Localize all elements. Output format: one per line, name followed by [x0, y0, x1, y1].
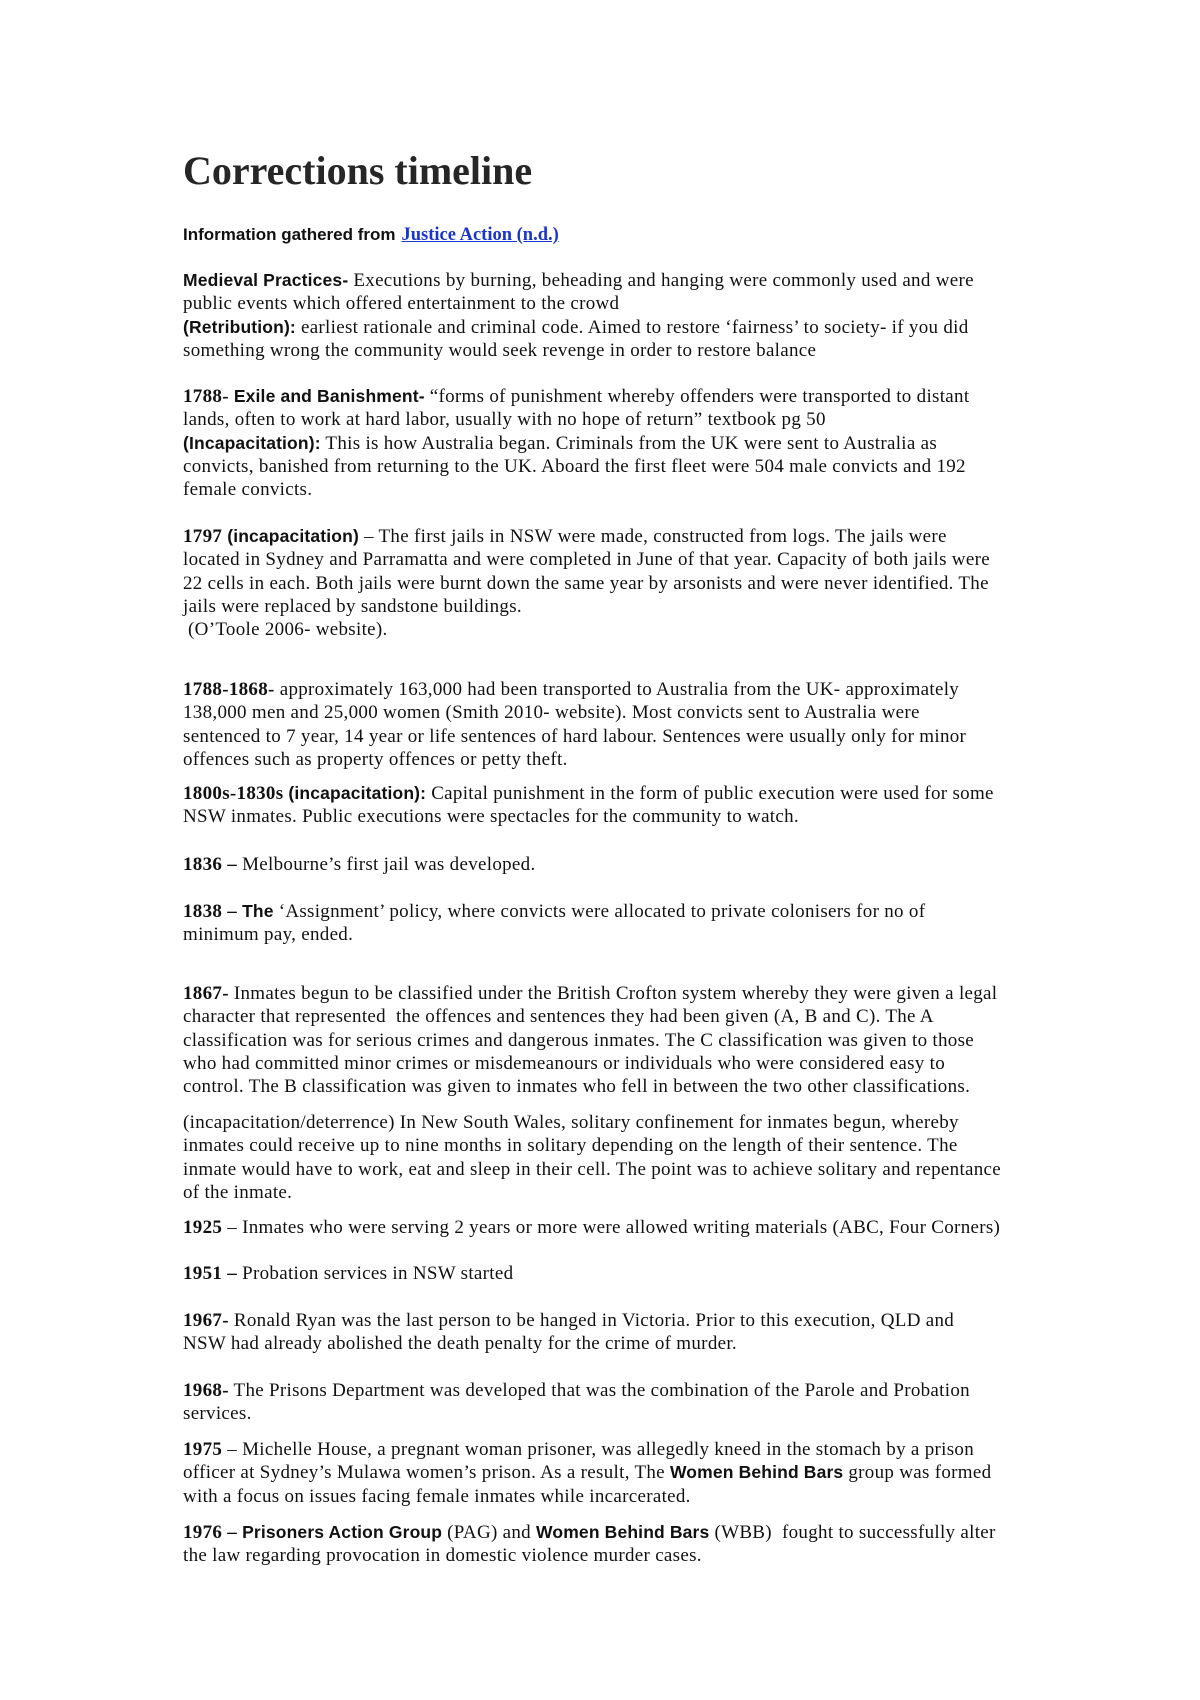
entry-term: Women Behind Bars: [536, 1522, 710, 1542]
text-line: [183, 1181, 1001, 1204]
entry-text: 138,000 men and 25,000 women (Smith 2010- website). Most convicts sent to Australia were: [183, 702, 920, 724]
text-line: [183, 748, 966, 771]
entry-text: inmates could receive up to nine months in solitary depending on the length of their sentence. The: [183, 1135, 958, 1157]
text-line: [183, 1309, 954, 1332]
text-line: [183, 572, 990, 595]
entry-term: (Retribution):: [183, 316, 296, 337]
entry-text: Melbourne’s first jail was developed.: [237, 854, 536, 875]
entry-text: group was formed: [843, 1462, 992, 1484]
text-line: [183, 1075, 997, 1098]
entry-date: 1836 –: [183, 854, 238, 875]
entry-term: (Incapacitation):: [183, 432, 321, 453]
timeline-entry: [183, 1111, 1001, 1204]
entry-term: Medieval Practices-: [183, 270, 349, 290]
text-line: [183, 269, 974, 292]
text-line: [183, 1521, 996, 1544]
entry-text: character that represented the offences and sentences they had been given (A, B and C). The A: [183, 1006, 934, 1028]
entry-term: Prisoners Action Group: [237, 1522, 443, 1542]
text-line: [183, 701, 966, 724]
timeline-entry: [183, 1521, 996, 1568]
entry-text: located in Sydney and Parramatta and were completed in June of that year. Capacity of both jails were: [183, 549, 990, 571]
entry-date: 1925: [183, 1217, 223, 1238]
entry-text: inmate would have to work, eat and sleep in their cell. The point was to achieve solitary and repentance: [183, 1158, 1002, 1180]
text-line: [183, 1332, 954, 1355]
entry-text: minimum pay, ended.: [183, 924, 354, 946]
text-line: [183, 1262, 513, 1285]
entry-text: – Michelle House, a pregnant woman prisoner, was allegedly kneed in the stomach by a prison: [222, 1439, 975, 1460]
entry-text: jails were replaced by sandstone buildings.: [183, 596, 522, 618]
timeline-entry: [183, 269, 974, 362]
entry-text: approximately 163,000 had been transported to Australia from the UK- approximately: [274, 679, 960, 700]
entry-text: of the inmate.: [183, 1182, 293, 1204]
text-line: [183, 982, 997, 1005]
text-line: [183, 455, 969, 478]
entry-text: (PAG) and: [442, 1522, 537, 1543]
timeline-entry: [183, 782, 994, 829]
text-line: [183, 1461, 991, 1484]
entry-date: 1867-: [183, 983, 229, 1004]
text-line: [183, 1485, 991, 1508]
timeline-entry: [183, 385, 969, 502]
text-line: [183, 618, 990, 641]
text-line: [183, 1379, 970, 1402]
entry-text: Capital punishment in the form of public execution were used for some: [426, 783, 994, 804]
entry-term: The: [237, 901, 274, 921]
entry-text: who had committed minor crimes or misdemeanours or individuals who were considered easy to: [183, 1053, 946, 1075]
entry-date: 1967-: [183, 1310, 229, 1331]
text-line: [183, 1029, 997, 1052]
entry-text: offences such as property offences or petty theft.: [183, 749, 568, 771]
timeline-entry: [183, 525, 990, 642]
timeline-entry: [183, 982, 997, 1099]
timeline-entry: [183, 1438, 991, 1508]
entry-text: with a focus on issues facing female inmates while incarcerated.: [183, 1485, 691, 1507]
text-line: [183, 853, 536, 876]
text-line: [183, 900, 925, 923]
entry-text: services.: [183, 1403, 252, 1425]
entry-text: ‘Assignment’ policy, where convicts were allocated to private colonisers for no of: [273, 901, 926, 922]
entry-text: (O’Toole 2006- website).: [183, 619, 388, 641]
entry-text: – Inmates who were serving 2 years or more were allowed writing materials (ABC, Four Corners): [222, 1217, 1001, 1238]
page-title: Corrections timeline: [183, 148, 533, 193]
entry-date: 1788-1868-: [183, 679, 275, 700]
entry-text: the law regarding provocation in domestic violence murder cases.: [183, 1545, 702, 1567]
entry-text: public events which offered entertainment to the crowd: [183, 293, 620, 315]
entry-text: convicts, banished from returning to the UK. Aboard the first fleet were 504 male convicts and 192: [183, 456, 966, 478]
entry-term: (incapacitation): [222, 526, 359, 546]
entry-text: earliest rationale and criminal code. Aimed to restore ‘fairness’ to society- if you did: [295, 316, 969, 338]
timeline-entry: [183, 1379, 970, 1426]
timeline-entry: [183, 678, 966, 771]
entry-text: (incapacitation/deterrence) In New South Wales, solitary confinement for inmates begun, whereby: [183, 1112, 959, 1133]
text-line: [183, 1544, 996, 1567]
text-line: [183, 1111, 1001, 1134]
text-line: [183, 725, 966, 748]
text-line: [183, 385, 969, 408]
entry-text: officer at Sydney’s Mulawa women’s prison. As a result, The: [183, 1462, 670, 1484]
entry-text: “forms of punishment whereby offenders were transported to distant: [424, 386, 970, 407]
text-line: [183, 923, 925, 946]
text-line: [183, 316, 974, 339]
entry-date: 1951 –: [183, 1263, 238, 1284]
source-prefix: Information gathered from: [183, 225, 396, 244]
text-line: [183, 1402, 970, 1425]
text-line: [183, 805, 994, 828]
entry-text: 22 cells in each. Both jails were burnt down the same year by arsonists and were never identified. The: [183, 572, 989, 594]
entry-term: Exile and Banishment-: [228, 386, 425, 406]
entry-date: 1838 –: [183, 901, 238, 922]
text-line: [183, 595, 990, 618]
entry-date: 1800s-1830s: [183, 783, 284, 804]
text-line: [183, 292, 974, 315]
text-line: [183, 1158, 1001, 1181]
text-line: [183, 432, 969, 455]
text-line: [183, 408, 969, 431]
entry-text: female convicts.: [183, 479, 313, 501]
entry-term: Women Behind Bars: [669, 1462, 844, 1483]
entry-text: control. The B classification was given to inmates who fell in between the two other classifications.: [183, 1076, 971, 1098]
text-line: [183, 548, 990, 571]
timeline-entry: [183, 900, 925, 947]
entry-text: (WBB) fought to successfully alter: [709, 1522, 996, 1543]
entry-date: 1788-: [183, 386, 229, 407]
entry-date: 1976 –: [183, 1522, 238, 1543]
source-link[interactable]: Justice Action (n.d.): [401, 225, 559, 245]
source-attribution: [183, 223, 559, 247]
entry-date: 1797: [183, 526, 223, 547]
timeline-entry: [183, 853, 536, 876]
entry-text: Probation services in NSW started: [237, 1263, 514, 1284]
entry-date: 1975: [183, 1439, 223, 1460]
entry-text: NSW inmates. Public executions were spectacles for the community to watch.: [183, 806, 799, 828]
text-line: [183, 1438, 991, 1461]
text-line: [183, 478, 969, 501]
entry-text: something wrong the community would seek revenge in order to restore balance: [183, 340, 817, 362]
text-line: [183, 1052, 997, 1075]
text-line: [183, 1005, 997, 1028]
text-line: [183, 678, 966, 701]
entry-date: 1968-: [183, 1380, 229, 1401]
text-line: [183, 782, 994, 805]
text-line: [183, 1216, 1000, 1239]
entry-text: Executions by burning, beheading and hanging were commonly used and were: [348, 270, 974, 291]
entry-text: sentenced to 7 year, 14 year or life sentences of hard labour. Sentences were usually only for minor: [183, 725, 967, 747]
timeline-entry: [183, 1309, 954, 1356]
entry-text: classification was for serious crimes and dangerous inmates. The C classification was given to those: [183, 1029, 975, 1051]
entry-text: NSW had already abolished the death penalty for the crime of murder.: [183, 1333, 737, 1355]
entry-text: The Prisons Department was developed that was the combination of the Parole and Probation: [228, 1380, 970, 1401]
entry-text: – The first jails in NSW were made, constructed from logs. The jails were: [358, 526, 947, 547]
text-line: [183, 525, 990, 548]
entry-term: (incapacitation):: [283, 783, 427, 803]
timeline-entry: [183, 1216, 1000, 1239]
entry-text: lands, often to work at hard labor, usually with no hope of return” textbook pg 50: [183, 409, 826, 431]
timeline-entry: [183, 1262, 513, 1285]
text-line: [183, 339, 974, 362]
entry-text: This is how Australia began. Criminals from the UK were sent to Australia as: [320, 432, 938, 454]
text-line: [183, 1134, 1001, 1157]
entry-text: Inmates begun to be classified under the British Crofton system whereby they were given a legal: [228, 983, 998, 1004]
entry-text: Ronald Ryan was the last person to be hanged in Victoria. Prior to this execution, QLD and: [228, 1310, 955, 1331]
